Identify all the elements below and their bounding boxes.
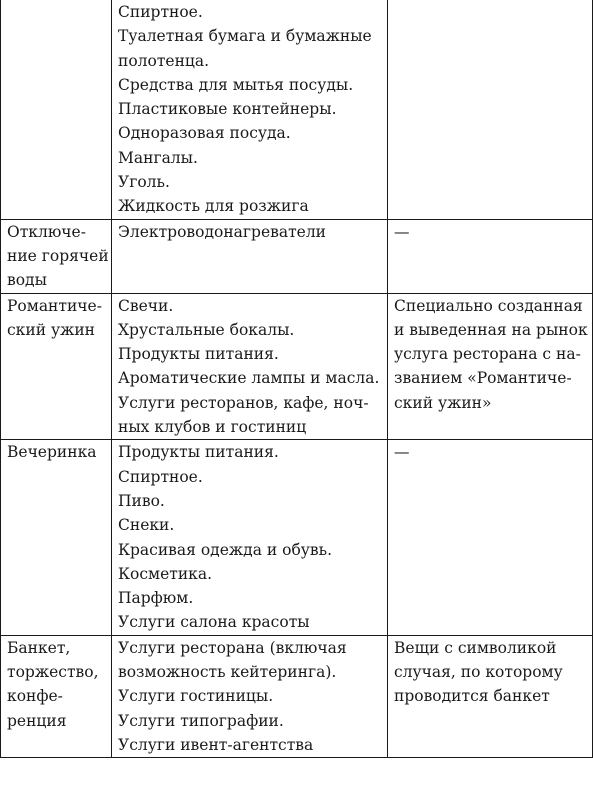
cell-text-line: Специально созданная bbox=[394, 296, 583, 315]
cell-text-line: Продукты питания. bbox=[118, 443, 279, 462]
cell-text-line: полотенца. bbox=[118, 51, 210, 70]
cell-text-line: Свечи. bbox=[118, 296, 174, 315]
cell-text-line: Услуги ресторана (включая bbox=[118, 638, 347, 657]
cell-text-line: Снеки. bbox=[118, 516, 175, 535]
table-row bbox=[1, 635, 593, 757]
cell-text-line: ных клубов и гостиниц bbox=[118, 418, 307, 437]
cell-text-line: Услуги ресторанов, кафе, ноч- bbox=[118, 393, 369, 412]
cell-text-line: — bbox=[394, 222, 410, 241]
cell-text-line: Мангалы. bbox=[118, 148, 198, 167]
cell-text-line: и выведенная на рынок bbox=[394, 320, 588, 339]
cell-text-line: Банкет, bbox=[7, 638, 71, 657]
products-cell bbox=[112, 219, 388, 293]
cell-text-line: Отключе- bbox=[7, 222, 86, 241]
cell-text-line: Пиво. bbox=[118, 491, 165, 510]
cell-text-line: Косметика. bbox=[118, 564, 212, 583]
cell-text-line: Спиртное. bbox=[118, 3, 203, 21]
table-row bbox=[1, 293, 593, 440]
cell-text-line: торжество, bbox=[7, 663, 99, 682]
cell-text-line: Услуги гостиницы. bbox=[118, 687, 274, 706]
cell-text-line: услуга ресторана с на- bbox=[394, 345, 581, 364]
cell-text-line: Пластиковые контейнеры. bbox=[118, 100, 337, 119]
cell-text-line: Продукты питания. bbox=[118, 345, 279, 364]
products-cell bbox=[112, 635, 388, 757]
cell-text-line: Услуги салона красоты bbox=[118, 613, 310, 632]
category-cell bbox=[1, 293, 112, 440]
cell-text-line: Вещи с символикой bbox=[394, 638, 557, 657]
category-cell bbox=[1, 219, 112, 293]
cell-text-line: воды bbox=[7, 271, 47, 290]
cell-text-line: Вечеринка bbox=[7, 443, 97, 462]
cell-text-line: Одноразовая посуда. bbox=[118, 124, 291, 143]
cell-text-line: — bbox=[394, 443, 410, 462]
cell-text-line: ренция bbox=[7, 711, 67, 730]
cell-text-line: Романтиче- bbox=[7, 296, 102, 315]
cell-text-line: Ароматические лампы и масла. bbox=[118, 369, 380, 388]
table-row bbox=[1, 0, 593, 219]
notes-cell bbox=[388, 635, 593, 757]
category-cell bbox=[1, 635, 112, 757]
cell-text-line: ние горячей bbox=[7, 246, 109, 265]
cell-text-line: Красивая одежда и обувь. bbox=[118, 540, 332, 559]
cell-text-line: Спиртное. bbox=[118, 467, 203, 486]
notes-cell bbox=[388, 440, 593, 635]
cell-text-line: Услуги типографии. bbox=[118, 711, 284, 730]
cell-text-line: званием «Романтиче- bbox=[394, 369, 572, 388]
table-row bbox=[1, 440, 593, 635]
cell-text-line: Средства для мытья посуды. bbox=[118, 75, 354, 94]
cell-text-line: конфе- bbox=[7, 687, 63, 706]
cell-text-line: Туалетная бумага и бумажные bbox=[118, 27, 372, 46]
products-cell bbox=[112, 440, 388, 635]
cell-text-line: случая, по которому bbox=[394, 663, 563, 682]
notes-cell bbox=[388, 219, 593, 293]
cell-text-line: Услуги ивент-агентства bbox=[118, 735, 314, 754]
cell-text-line: проводится банкет bbox=[394, 687, 550, 706]
notes-cell bbox=[388, 0, 593, 219]
cell-text-line: Уголь. bbox=[118, 173, 170, 192]
category-cell bbox=[1, 0, 112, 219]
cell-text-line: ский ужин» bbox=[394, 393, 492, 412]
table-body bbox=[1, 0, 593, 758]
cell-text-line: Парфюм. bbox=[118, 589, 194, 608]
cell-text-line: Электроводонагреватели bbox=[118, 222, 327, 241]
cell-text-line: возможность кейтеринга). bbox=[118, 663, 337, 682]
notes-cell bbox=[388, 293, 593, 440]
category-cell bbox=[1, 440, 112, 635]
cell-text-line: Хрустальные бокалы. bbox=[118, 320, 295, 339]
products-cell bbox=[112, 0, 388, 219]
cell-text-line: ский ужин bbox=[7, 320, 95, 339]
table-row bbox=[1, 219, 593, 293]
products-cell bbox=[112, 293, 388, 440]
cell-text-line: Жидкость для розжига bbox=[118, 197, 309, 216]
